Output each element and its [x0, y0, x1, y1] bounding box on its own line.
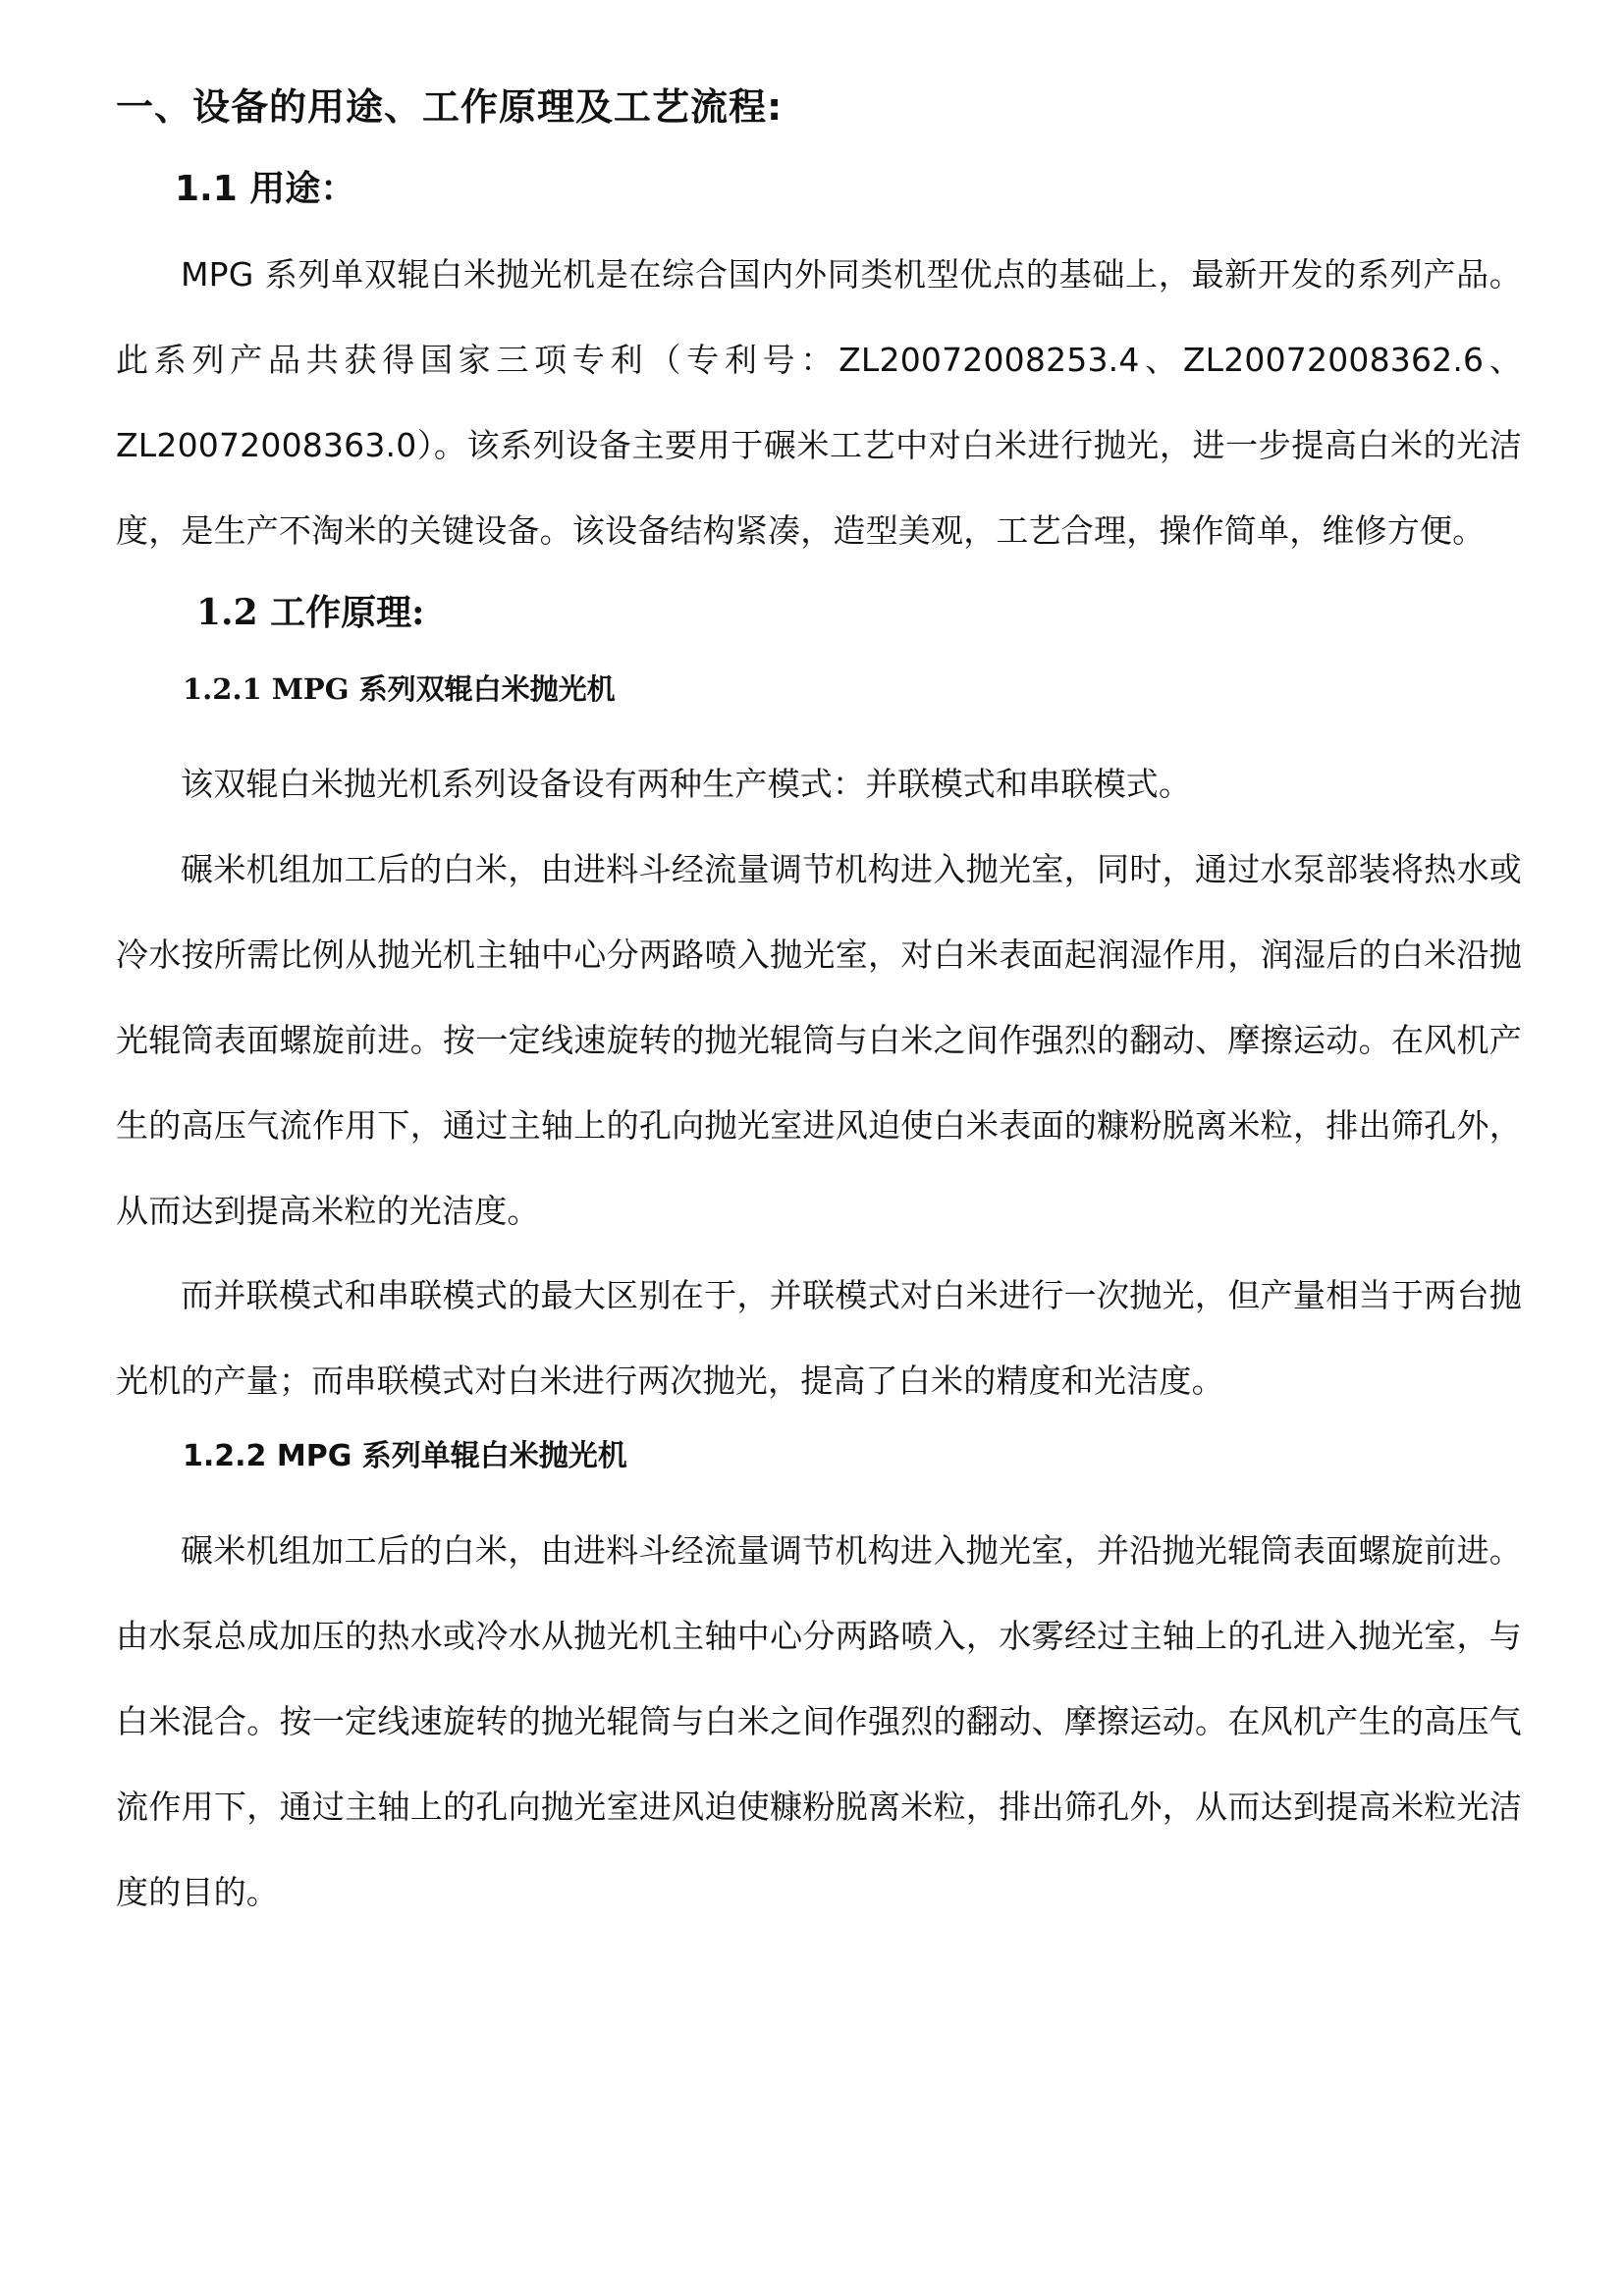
heading-1-1-purpose: 1.1 用途： [175, 169, 356, 209]
heading-1-2-1-double-roller: 1.2.1 MPG 系列双辊白米抛光机 [183, 672, 616, 706]
paragraph-double-roller-process: 碾米机组加工后的白米，由进料斗经流量调节机构进入抛光室，同时，通过水泵部装将热水或冷水按所需比例从抛光机主轴中心分两路喷入抛光室，对白米表面起润湿作用，润湿后的白米沿抛光辊筒表面螺旋前进。按一定线速旋转的抛光辊筒与白米之间作强烈的翻动、摩擦运动。在风机产生的高压气流作用下，通过主轴上的孔向抛光室进风迫使白米表面的糠粉脱离米粒，排出筛孔外，从而达到提高米粒的光洁度。 [116, 850, 1522, 1230]
paragraph-purpose: MPG 系列单双辊白米抛光机是在综合国内外同类机型优点的基础上，最新开发的系列产品。此系列产品共获得国家三项专利（专利号：ZL20072008253.4、ZL20072008362.6、ZL20072008363.0）。该系列设备主要用于碾米工艺中对白米进行抛光，进一步提高白米的光洁度，是生产不淘米的关键设备。该设备结构紧凑，造型美观，工艺合理，操作简单，维修方便。 [116, 255, 1522, 550]
paragraph-mode-difference: 而并联模式和串联模式的最大区别在于，并联模式对白米进行一次抛光，但产量相当于两台抛光机的产量；而串联模式对白米进行两次抛光，提高了白米的精度和光洁度。 [116, 1276, 1522, 1400]
section-title: 一、设备的用途、工作原理及工艺流程: [116, 85, 784, 129]
paragraph-single-roller-process: 碾米机组加工后的白米，由进料斗经流量调节机构进入抛光室，并沿抛光辊筒表面螺旋前进。由水泵总成加压的热水或冷水从抛光机主轴中心分两路喷入，水雾经过主轴上的孔进入抛光室，与白米混合。按一定线速旋转的抛光辊筒与白米之间作强烈的翻动、摩擦运动。在风机产生的高压气流作用下，通过主轴上的孔向抛光室进风迫使糠粉脱离米粒，排出筛孔外，从而达到提高米粒光洁度的目的。 [116, 1531, 1522, 1911]
paragraph-modes: 该双辊白米抛光机系列设备设有两种生产模式：并联模式和串联模式。 [181, 765, 1192, 803]
heading-1-2-working-principle: 1.2 工作原理: [196, 592, 425, 633]
heading-1-2-2-single-roller: 1.2.2 MPG 系列单辊白米抛光机 [183, 1439, 627, 1473]
